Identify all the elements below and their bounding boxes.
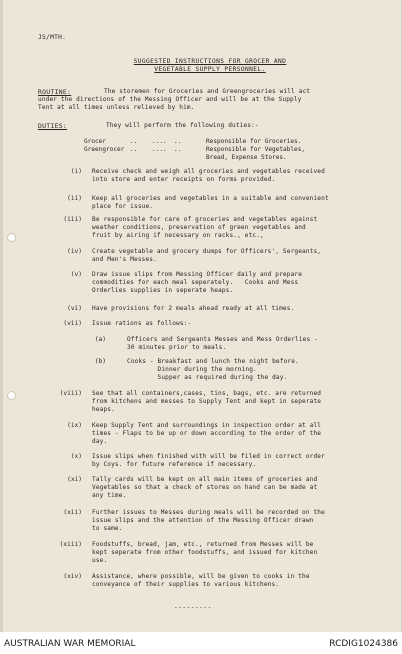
document-title-line1: SUGGESTED INSTRUCTIONS FOR GROCER AND (133, 58, 287, 65)
closing-dashes: --------- (174, 604, 212, 611)
punch-hole (7, 233, 16, 242)
item-number: (ix) (67, 422, 82, 429)
routine-text-line1: The storemen for Groceries and Greengroceries will act (104, 88, 311, 95)
duty-item: Have provisions for 2 meals ahead ready at all times. (92, 305, 295, 312)
item-number: (xi) (67, 476, 82, 483)
duty-item: Receive check and weigh all groceries and vegetables received into store and enter receipts on forms provided. (92, 168, 325, 183)
item-number: (xiv) (63, 573, 82, 580)
sub-item-number: (a) (94, 336, 106, 343)
duty-item: Keep Supply Tent and surroundings in inspection order at all times - Flaps to be up or down according to the order of the day. (92, 422, 322, 445)
item-number: (iii) (63, 216, 82, 223)
footer-record-id: RCDIG1024386 (329, 639, 398, 649)
item-number: (vi) (67, 305, 82, 312)
duty-item: Issue slips when finished with will be filed in correct order by Coys. for future reference if necessary. (92, 453, 325, 468)
duty-item: See that all containers,cases, tins, bags, etc. are returned from kitchens and messes to Supply Tent and kept in seperate heaps. (92, 390, 322, 413)
item-number: (ii) (67, 195, 82, 202)
duties-intro: They will perform the following duties:- (106, 122, 259, 129)
punch-hole (7, 391, 16, 400)
duty-item: Foodstuffs, bread, jam, etc., returned from Messes will be kept seperate from other foodstuffs, and issued for kitchen use. (92, 541, 318, 564)
routine-heading: ROUTINE: (38, 88, 72, 96)
sub-item-number: (b) (94, 358, 106, 365)
sub-item-b: Cooks - Breakfast and lunch the night before. Dinner during the morning. Supper as required during the day. (127, 358, 299, 381)
duty-item: Assistance, where possible, will be given to cooks in the conveyance of their supplies to various kitchens. (92, 573, 310, 588)
duty-item: Be responsible for care of groceries and vegetables against weather conditions, preservation of green vegetables and fruit by airing if necessary on racks., etc., (92, 216, 318, 239)
grocer-dots: .. .... .. (130, 138, 182, 145)
item-number: (i) (70, 168, 82, 175)
duty-item: Further issues to Messes during meals will be recorded on the issue slips and the attention of the Messing Officer drawn to same. (92, 509, 325, 532)
item-number: (xiii) (59, 541, 82, 548)
greengrocer-label: Greengrocer (84, 146, 125, 153)
greengrocer-responsibility-cont: Bread, Expense Stores. (206, 154, 287, 161)
item-number: (viii) (59, 390, 82, 397)
routine-text-line3: Tent at all times unless relieved by him. (38, 104, 195, 111)
item-number: (v) (70, 271, 82, 278)
duty-item: Keep all groceries and vegetables in a suitable and convenient place for issue. (92, 195, 329, 210)
greengrocer-responsibility: Responsible for Vegetables, (206, 146, 306, 153)
document-reference: JS/MTH. (38, 34, 67, 41)
grocer-responsibility: Responsible for Groceries. (206, 138, 302, 145)
item-number: (vii) (63, 320, 82, 327)
duty-item: Draw issue slips from Messing Officer daily and prepare commodities for each meal seperately. Cooks and Mess Orderlies supplies in seperate heaps. (92, 271, 303, 294)
page-edge (0, 0, 3, 632)
item-number: (x) (70, 453, 82, 460)
duty-item: Create vegetable and grocery dumps for Officers', Sergeants, and Men's Messes. (92, 248, 322, 263)
archive-footer (0, 634, 402, 654)
footer-source: AUSTRALIAN WAR MEMORIAL (4, 639, 136, 649)
duty-item: Tally cards will be kept on all main items of groceries and Vegetables so that a check of stores on hand can be made at any time. (92, 476, 318, 499)
duty-item: Issue rations as follows:- (92, 320, 192, 327)
greengrocer-dots: .. .... .. (130, 146, 182, 153)
grocer-label: Grocer (84, 138, 107, 145)
duties-heading: DUTIES: (38, 122, 68, 130)
item-number: (xii) (63, 509, 82, 516)
sub-item-a: Officers and Sergeants Messes and Mess Orderlies - 30 minutes prior to meals. (127, 336, 318, 351)
document-title-line2: VEGETABLE SUPPLY PERSONNEL. (154, 66, 266, 73)
item-number: (iv) (67, 248, 82, 255)
routine-text-line2: under the directions of the Messing Officer and will be at the Supply (38, 96, 302, 103)
